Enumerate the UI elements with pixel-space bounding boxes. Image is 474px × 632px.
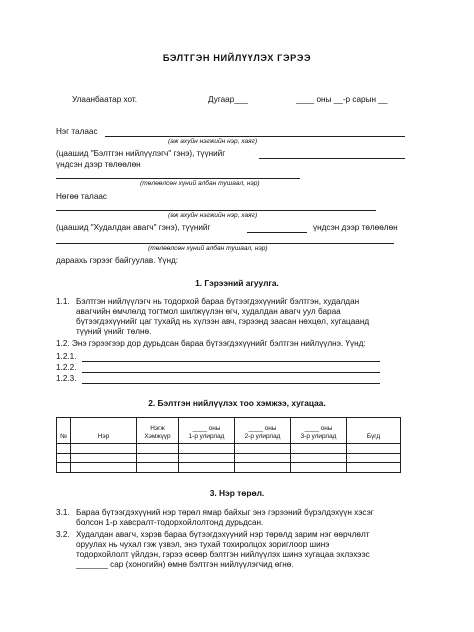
party1-rep-line (56, 178, 300, 179)
section3-p2-number: 3.2. (56, 530, 70, 539)
party2-name-line (56, 210, 376, 211)
party2-name-hint: (аж ахуйн нэгжийн нэр, хаяг) (168, 212, 258, 219)
party1-name-line (105, 136, 405, 137)
section3-p1-line: болсон 1-р хавсралт-тодорхойлолтонд дурьдсан. (76, 518, 264, 527)
table-header-row (57, 418, 401, 444)
party1-name-hint: (аж ахуйн нэгжийн нэр, хаяг) (168, 138, 258, 145)
list-item-number: 1.2.3. (56, 374, 77, 383)
list-item-line (82, 372, 380, 373)
party2-rep-hint: (төлөөлсөн хүний албан тушаал, нэр) (148, 245, 268, 252)
section2-heading: 2. Бэлтгэн нийлүүлэх тоо хэмжээ, хугацаа. (148, 398, 326, 408)
section3-p2-line: оруулах нь чухал гэж үзвэл, энэ тухай тохиролцох зориглоор шинэ (76, 540, 330, 549)
section1-p1-line: авагчийн өмчлөлд тогтмол шилжүүлэн өгч, худалдан авагч уул бараа (76, 307, 341, 316)
contract-number-label: Дугаар___ (208, 95, 248, 104)
section1-p1-number: 1.1. (56, 297, 70, 306)
section3-p2-line: тодорхойлолт үйлдэн, гэрээ өсөөр бэлтгэн нийлүүлэх шинэ хугацаа эхлэхээс (76, 550, 370, 559)
section1-heading: 1. Гэрээний агуулга. (195, 278, 279, 288)
list-item-number: 1.2.2. (56, 363, 77, 372)
party1-role: (цаашид "Бэлтгэн нийлүүлэгч" гэнэ), түүнийг (56, 149, 226, 158)
delivery-schedule-table (56, 417, 401, 473)
party2-label: Нөгөө талаас (56, 192, 108, 201)
section3-p1-line: Бараа бүтээгдэхүүний нэр төрөл ямар байхыг энэ гэрээний бүрэлдэхүүн хэсэг (76, 508, 374, 517)
section1-p1-line: түүний үнийг төлнө. (76, 327, 152, 336)
party2-closing: дараахь гэрээг байгуулав. Үүнд: (56, 256, 179, 265)
party2-role: (цаашид "Худалдан авагч" гэнэ), түүнийг (56, 223, 211, 232)
party1-basis-line (259, 158, 405, 159)
column-header: Бүгд (347, 418, 401, 444)
section3-p1-number: 3.1. (56, 508, 70, 517)
table-row (57, 463, 401, 473)
party1-rep-hint: (төлөөлсөн хүний албан тушаал, нэр) (140, 180, 260, 187)
party2-basis-line (247, 232, 307, 233)
column-header: ____ оны 2-р улирлад (235, 418, 291, 444)
table-row (57, 453, 401, 463)
column-header: ____ оны 1-р улирлад (179, 418, 235, 444)
column-header: Нэр (71, 418, 137, 444)
list-item-number: 1.2.1. (56, 352, 77, 361)
list-item-line (82, 361, 380, 362)
section3-heading: 3. Нэр төрөл. (209, 488, 265, 498)
column-header: ____ оны 3-р улирлад (291, 418, 347, 444)
party2-basis-text: үндсэн дээр төлөөлөн (313, 223, 398, 232)
city-label: Улаанбаатар хот. (72, 95, 138, 104)
document-title: БЭЛТГЭН НИЙЛҮҮЛЭХ ГЭРЭЭ (162, 53, 312, 63)
contract-date-label: ____ оны __-р сарын __ (296, 95, 388, 104)
section3-p2-line: _______ сар (хоногийн) өмнө бэлтгэн нийлүүлэгчид өгнө. (76, 560, 294, 569)
list-item-line (82, 383, 380, 384)
column-header: Нэгж Хэмжүүр (137, 418, 179, 444)
table-row (57, 444, 401, 454)
party1-label: Нэг талаас (56, 127, 98, 136)
column-header: № (57, 418, 71, 444)
section1-p2: 1.2. Энэ гэрээгээр дор дурьдсан бараа бүтээгдэхүүнийг бэлтгэн нийлүүлнэ. Үүнд: (56, 339, 366, 348)
party1-basis-text: үндсэн дээр төлөөлөн (56, 160, 141, 169)
section3-p2-line: Худалдан авагч, хэрэв бараа бүтээгдэхүүний нэр төрөлд зарим нэг өөрчлөлт (76, 530, 370, 539)
section1-p1-line: бүтээгдэхүүнийг цаг тухайд нь хүлээн авч, гэрээнд заасан нөхцөл, хугацаанд (76, 317, 370, 326)
party2-rep-line (56, 243, 394, 244)
section1-p1-line: Бэлтгэн нийлүүлэгч нь тодорхой бараа бүтээгдэхүүнийг бэлтгэн, худалдан (76, 297, 360, 306)
